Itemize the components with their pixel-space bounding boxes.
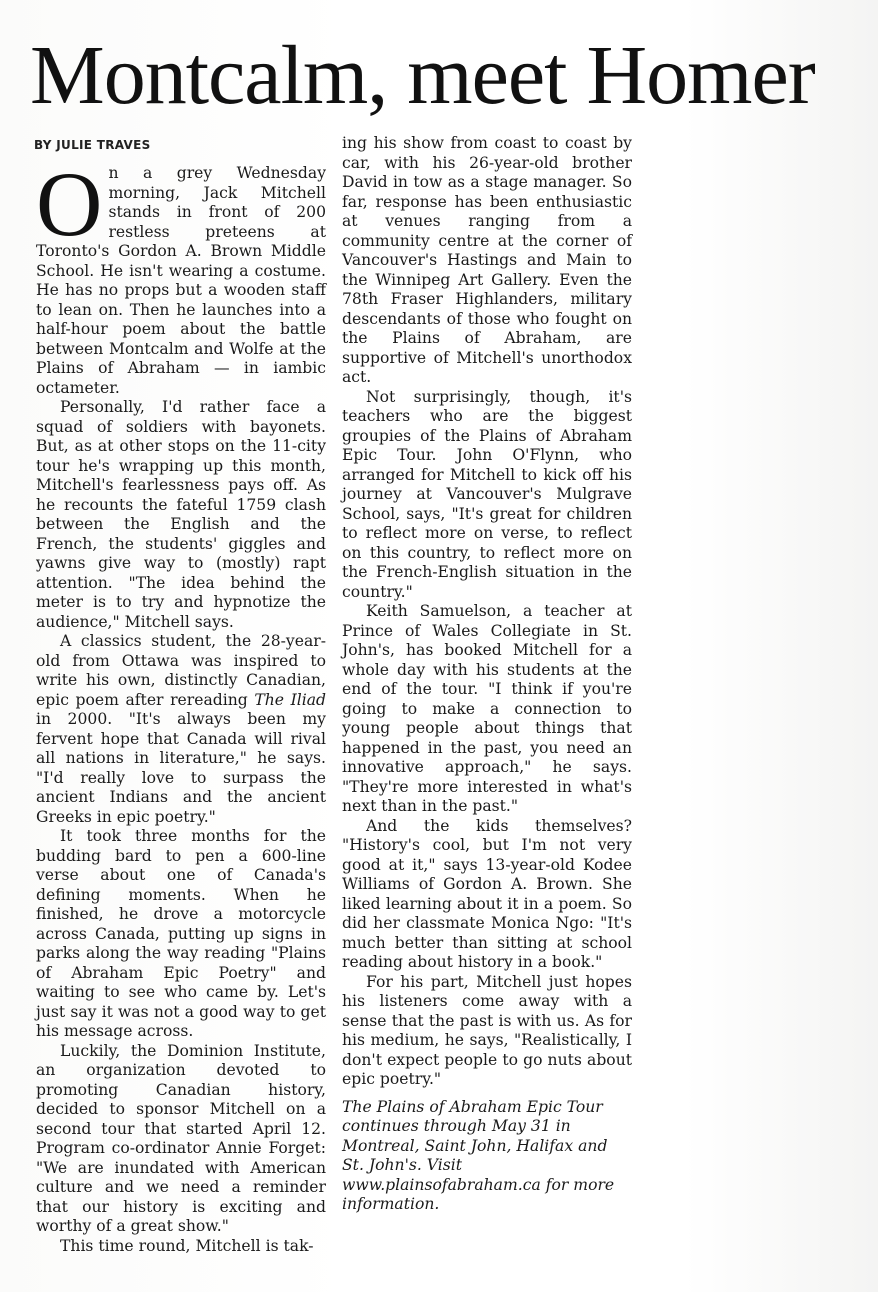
paragraph-5: Luckily, the Dominion Institute, an organization devoted to promoting Canadian history, decided to sponsor Mitchell on a second tour that started April 12. Program co-ordinator Annie Forget: "We are inundated with American culture and we need a reminder that our history is exciting and worthy of a great show.": [36, 1041, 326, 1235]
paragraph-4: It took three months for the budding bard to pen a 600-line verse about one of Canada's defining moments. When he finished, he drove a motorcycle across Canada, putting up signs in parks along the way reading "Plains of Abraham Epic Poetry" and waiting to see who came by. Let's just say it was not a good way to get his message across.: [36, 827, 326, 1040]
paragraph-3: A classics student, the 28-year-old from Ottawa was inspired to write his own, distinctly Canadian, epic poem after rereading The Iliad in 2000. "It's always been my fervent hope that Canada will rival all nations in literature," he says. "I'd really love to surpass the ancient Indians and the ancient Greeks in epic poetry.": [36, 632, 326, 826]
tour-info-tagline: The Plains of Abraham Epic Tour continues through May 31 in Montreal, Saint John, Halifax and St. John's. Visit www.plainsofabraham.ca for more information.: [342, 1097, 615, 1213]
paragraph-11: For his part, Mitchell just hopes his listeners come away with a sense that the past is with us. As for his medium, he says, "Realistically, I don't expect people to go nuts about epic poetry.": [342, 972, 632, 1088]
column-2: [342, 134, 632, 1215]
paragraph-7: ing his show from coast to coast by car, with his 26-year-old brother David in tow as a stage manager. So far, response has been enthusiastic at venues ranging from a community centre at the corner of Vancouver's Hastings and Main to the Winnipeg Art Gallery. Even the 78th Fraser Highlanders, military descendants of those who fought on the Plains of Abraham, are supportive of Mitchell's unorthodox act.: [342, 134, 632, 386]
paragraph-9: Keith Samuelson, a teacher at Prince of Wales Collegiate in St. John's, has booked Mitchell for a whole day with his students at the end of the tour. "I think if you're going to make a connection to young people about things that happened in the past, you need an innovative approach," he says. "They're more interested in what's next than in the past.": [342, 602, 632, 815]
paragraph-2: Personally, I'd rather face a squad of soldiers with bayonets. But, as at other stops on the 11-city tour he's wrapping up this month, Mitchell's fearlessness pays off. As he recounts the fateful 1759 clash between the English and the French, the students' giggles and yawns give way to (mostly) rapt attention. "The idea behind the meter is to try and hypnotize the audience," Mitchell says.: [36, 398, 326, 631]
headline: Montcalm, meet Homer: [30, 29, 815, 122]
paragraph-10: And the kids themselves? "History's cool, but I'm not very good at it," says 13-year-old Kodee Williams of Gordon A. Brown. She liked learning about it in a poem. So did her classmate Monica Ngo: "It's much better than sitting at school reading about history in a book.": [342, 816, 632, 971]
paragraph-8: Not surprisingly, though, it's teachers who are the biggest groupies of the Plains of Abraham Epic Tour. John O'Flynn, who arranged for Mitchell to kick off his journey at Vancouver's Mulgrave School, says, "It's great for children to reflect more on verse, to reflect on this country, to reflect more on the French-English situation in the country.": [342, 387, 632, 601]
book-title: The Iliad: [254, 690, 326, 709]
paragraph-1: On a grey Wednesday morning, Jack Mitchell stands in front of 200 restless preteens at Toronto's Gordon A. Brown Middle School. He isn't wearing a costume. He has no props but a wooden staff to lean on. Then he launches into a half-hour poem about the battle between Montcalm and Wolfe at the Plains of Abraham — in iambic octameter.: [36, 153, 326, 397]
drop-cap: O: [36, 153, 103, 255]
column-1: [36, 153, 326, 1256]
paragraph-6: This time round, Mitchell is tak-: [60, 1236, 314, 1255]
byline: BY JULIE TRAVES: [34, 138, 151, 152]
